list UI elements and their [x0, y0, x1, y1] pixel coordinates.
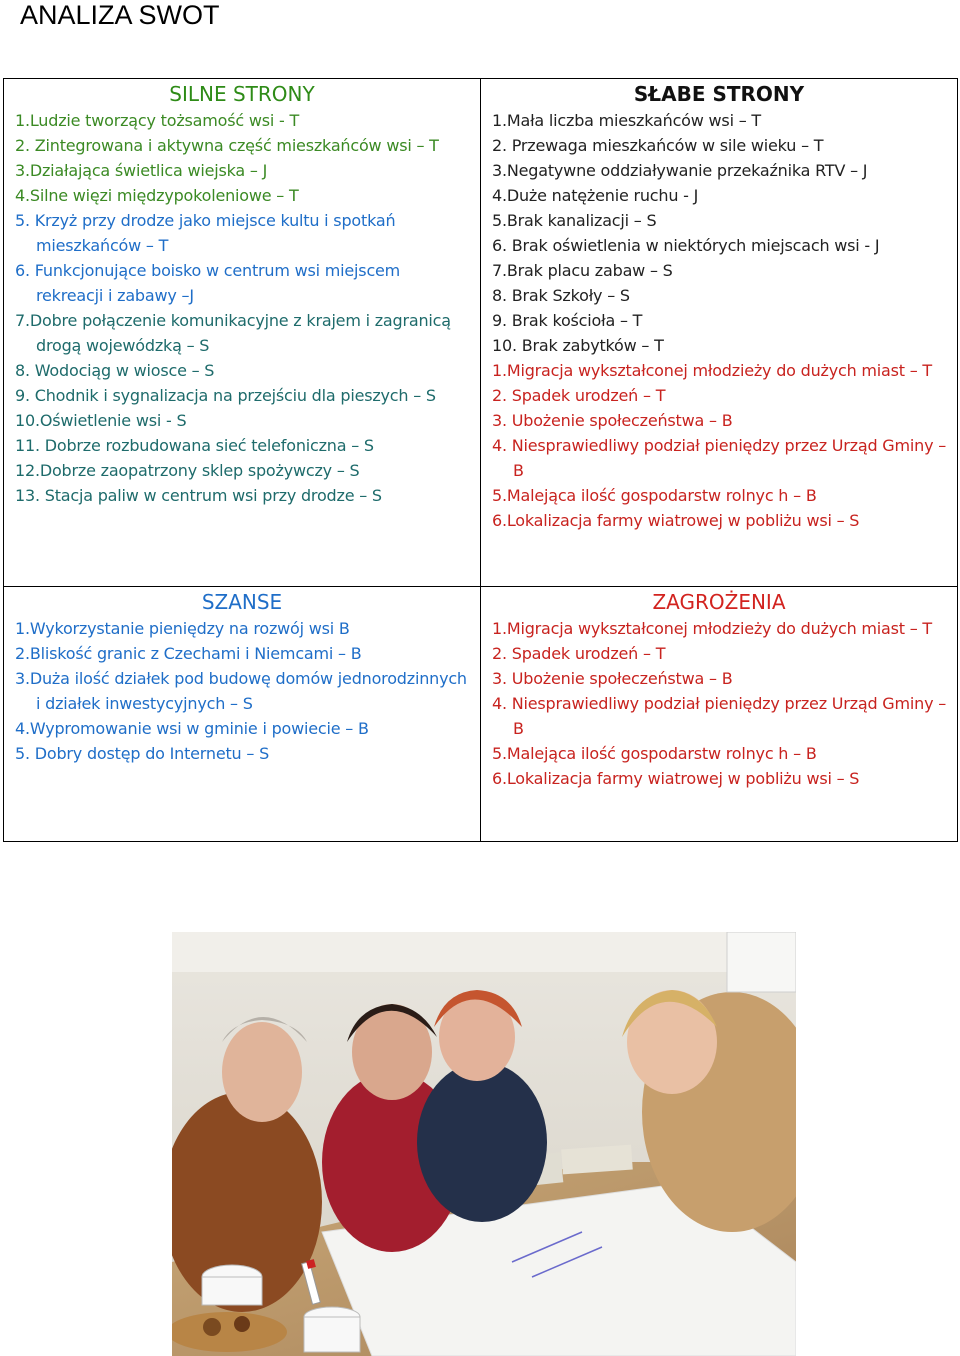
list-item: 8. Wodociąg w wiosce – S [15, 361, 215, 380]
list-item: 2. Zintegrowana i aktywna część mieszkańców wsi – T [15, 136, 439, 155]
list-item: 1.Mała liczba mieszkańców wsi – T [492, 111, 761, 130]
list-item: 7.Brak placu zabaw – S [492, 261, 673, 280]
list-item: 2. Przewaga mieszkańców w sile wieku – T [492, 136, 824, 155]
list-item: 9. Brak kościoła – T [492, 311, 643, 330]
list-item: 4.Wypromowanie wsi w gminie i powiecie – B [15, 719, 369, 738]
strengths-list [4, 108, 480, 508]
workshop-photo [172, 932, 796, 1356]
list-item: 1.Ludzie tworzący tożsamość wsi - T [15, 111, 300, 130]
page-title: ANALIZA SWOT [20, 0, 220, 30]
opportunities-heading: SZANSE [201, 590, 283, 614]
list-item: 1.Migracja wykształconej młodzieży do dużych miast – T [492, 619, 932, 638]
threats-list [481, 616, 957, 791]
opportunities-list [4, 616, 480, 766]
list-item: 10. Brak zabytków – T [492, 336, 664, 355]
list-item: 6. Brak oświetlenia w niektórych miejscach wsi - J [492, 236, 880, 255]
swot-table [3, 78, 958, 842]
list-item: 11. Dobrze rozbudowana sieć telefoniczna – S [15, 436, 374, 455]
list-item: 4.Silne więzi międzypokoleniowe – T [15, 186, 299, 205]
list-item: 4. Niesprawiedliwy podział pieniędzy przez Urząd Gminy – B [492, 436, 947, 480]
list-item: 6.Lokalizacja farmy wiatrowej w pobliżu wsi – S [492, 769, 860, 788]
list-item: 12.Dobrze zaopatrzony sklep spożywczy – S [15, 461, 360, 480]
strengths-heading: SILNE STRONY [169, 82, 315, 106]
list-item: 10.Oświetlenie wsi - S [15, 411, 187, 430]
weaknesses-heading: SŁABE STRONY [633, 82, 805, 106]
list-item: 3.Działająca świetlica wiejska – J [15, 161, 268, 180]
list-item: 13. Stacja paliw w centrum wsi przy drodze – S [15, 486, 382, 505]
weaknesses-cell [481, 79, 958, 587]
strengths-cell [4, 79, 481, 587]
list-item: 6. Funkcjonujące boisko w centrum wsi miejscem rekreacji i zabawy –J [15, 261, 401, 305]
list-item: 6.Lokalizacja farmy wiatrowej w pobliżu wsi – S [492, 511, 860, 530]
list-item: 4. Niesprawiedliwy podział pieniędzy przez Urząd Gminy – B [492, 694, 947, 738]
list-item: 8. Brak Szkoły – S [492, 286, 630, 305]
list-item: 2. Spadek urodzeń – T [492, 644, 666, 663]
list-item: 5. Dobry dostęp do Internetu – S [15, 744, 270, 763]
threats-heading: ZAGROŻENIA [652, 590, 786, 614]
list-item: 2. Spadek urodzeń – T [492, 386, 666, 405]
list-item: 3. Ubożenie społeczeństwa – B [492, 411, 733, 430]
list-item: 5. Krzyż przy drodze jako miejsce kultu i spotkań mieszkańców – T [15, 211, 396, 255]
list-item: 7.Dobre połączenie komunikacyjne z krajem i zagranicą drogą wojewódzką – S [15, 311, 451, 355]
list-item: 5.Malejąca ilość gospodarstw rolnyc h – B [492, 744, 817, 763]
list-item: 3.Negatywne oddziaływanie przekaźnika RTV – J [492, 161, 868, 180]
list-item: 5.Malejąca ilość gospodarstw rolnyc h – B [492, 486, 817, 505]
weaknesses-list [481, 108, 957, 533]
list-item: 5.Brak kanalizacji – S [492, 211, 657, 230]
list-item: 1.Wykorzystanie pieniędzy na rozwój wsi B [15, 619, 350, 638]
list-item: 3.Duża ilość działek pod budowę domów jednorodzinnych i działek inwestycyjnych – S [15, 669, 467, 713]
list-item: 9. Chodnik i sygnalizacja na przejściu dla pieszych – S [15, 386, 436, 405]
list-item: 2.Bliskość granic z Czechami i Niemcami – B [15, 644, 362, 663]
list-item: 4.Duże natężenie ruchu - J [492, 186, 699, 205]
list-item: 3. Ubożenie społeczeństwa – B [492, 669, 733, 688]
photo-illustration [172, 932, 796, 1356]
threats-cell [481, 587, 958, 842]
list-item: 1.Migracja wykształconej młodzieży do dużych miast – T [492, 361, 932, 380]
opportunities-cell [4, 587, 481, 842]
